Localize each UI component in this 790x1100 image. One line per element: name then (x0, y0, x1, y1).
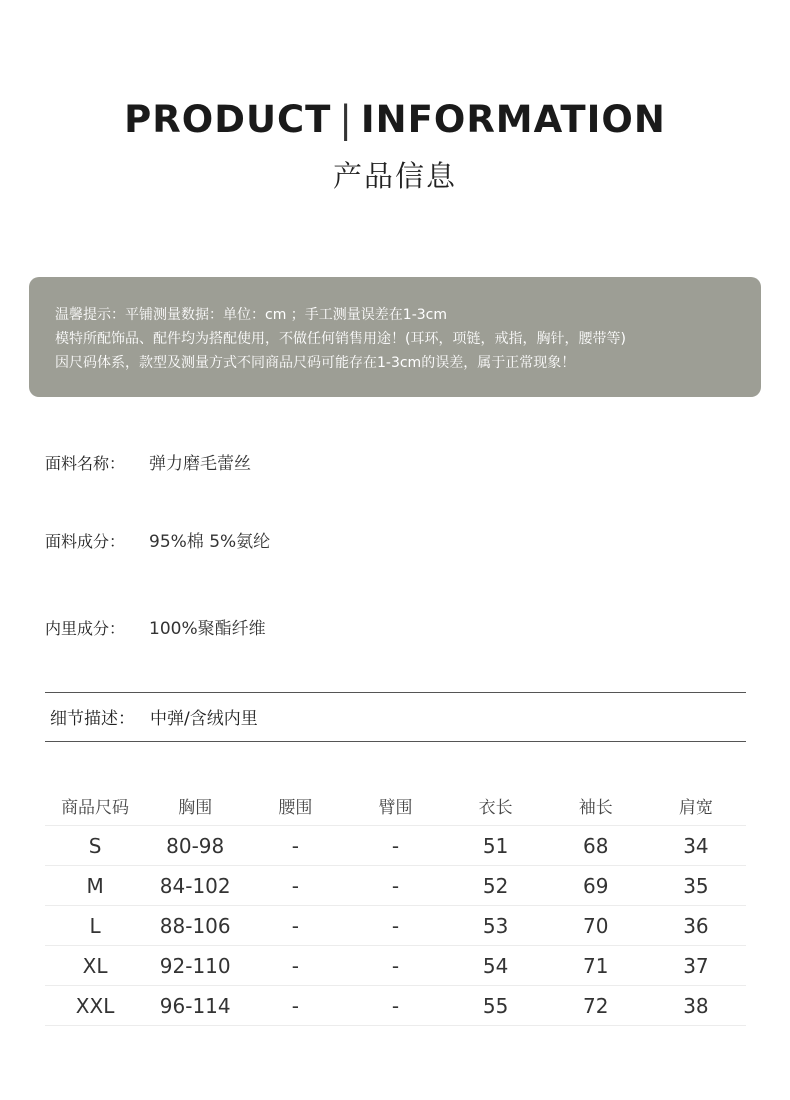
header-arm: 臂围 (345, 786, 445, 826)
table-row (45, 826, 746, 866)
cell-shoulder: 37 (646, 946, 746, 986)
cell-bust: 80-98 (145, 826, 245, 866)
notice-box (29, 277, 761, 397)
notice-line: 温馨提示：平铺测量数据：单位：cm ；手工测量误差在1-3cm (55, 307, 447, 323)
title-product: PRODUCT (124, 98, 332, 141)
notice-line: 因尺码体系，款型及测量方式不同商品尺码可能存在1-3cm的误差，属于正常现象！ (55, 355, 576, 371)
cell-bust: 92-110 (145, 946, 245, 986)
cell-shoulder: 34 (646, 826, 746, 866)
cell-sleeve: 68 (546, 826, 646, 866)
header-sleeve: 袖长 (546, 786, 646, 826)
title-information: INFORMATION (360, 98, 666, 141)
page-title-cn: 产品信息 (332, 159, 457, 193)
cell-waist: - (245, 866, 345, 906)
spec-value: 弹力磨毛蕾丝 (149, 454, 251, 474)
size-table (45, 786, 746, 1026)
cell-bust: 84-102 (145, 866, 245, 906)
table-row (45, 906, 746, 946)
cell-bust: 96-114 (145, 986, 245, 1026)
cell-shoulder: 38 (646, 986, 746, 1026)
cell-size: M (45, 866, 145, 906)
cell-waist: - (245, 826, 345, 866)
cell-waist: - (245, 906, 345, 946)
header-shoulder: 肩宽 (646, 786, 746, 826)
spec-value: 95%棉 5%氨纶 (149, 532, 271, 552)
table-row (45, 946, 746, 986)
table-row (45, 986, 746, 1026)
cell-length: 54 (446, 946, 546, 986)
cell-sleeve: 70 (546, 906, 646, 946)
cell-sleeve: 71 (546, 946, 646, 986)
notice-line: 模特所配饰品、配件均为搭配使用，不做任何销售用途！(耳环，项链，戒指，胸针，腰带等) (55, 331, 626, 347)
spec-lining-composition (45, 614, 266, 639)
spec-label: 内里成分： (45, 619, 126, 638)
detail-description (50, 704, 258, 729)
spec-fabric-name (45, 449, 251, 474)
cell-shoulder: 35 (646, 866, 746, 906)
cell-length: 52 (446, 866, 546, 906)
cell-size: L (45, 906, 145, 946)
header-bust: 胸围 (145, 786, 245, 826)
cell-arm: - (345, 866, 445, 906)
cell-bust: 88-106 (145, 906, 245, 946)
cell-arm: - (345, 906, 445, 946)
spec-label: 面料名称： (45, 454, 126, 473)
title-separator: | (339, 98, 353, 141)
cell-size: S (45, 826, 145, 866)
cell-waist: - (245, 986, 345, 1026)
cell-length: 51 (446, 826, 546, 866)
header-size: 商品尺码 (45, 786, 145, 826)
cell-sleeve: 72 (546, 986, 646, 1026)
header-waist: 腰围 (245, 786, 345, 826)
table-row (45, 866, 746, 906)
cell-length: 53 (446, 906, 546, 946)
cell-length: 55 (446, 986, 546, 1026)
detail-value: 中弹/含绒内里 (150, 709, 258, 729)
divider-top (45, 692, 746, 693)
cell-waist: - (245, 946, 345, 986)
cell-arm: - (345, 826, 445, 866)
cell-sleeve: 69 (546, 866, 646, 906)
divider-bottom (45, 741, 746, 742)
cell-shoulder: 36 (646, 906, 746, 946)
cell-arm: - (345, 946, 445, 986)
cell-arm: - (345, 986, 445, 1026)
header-length: 衣长 (446, 786, 546, 826)
page-title-en (0, 98, 790, 141)
size-table-header (45, 786, 746, 826)
spec-fabric-composition (45, 527, 270, 552)
detail-label: 细节描述： (50, 709, 135, 729)
spec-value: 100%聚酯纤维 (149, 619, 266, 639)
spec-label: 面料成分： (45, 532, 126, 551)
cell-size: XL (45, 946, 145, 986)
cell-size: XXL (45, 986, 145, 1026)
